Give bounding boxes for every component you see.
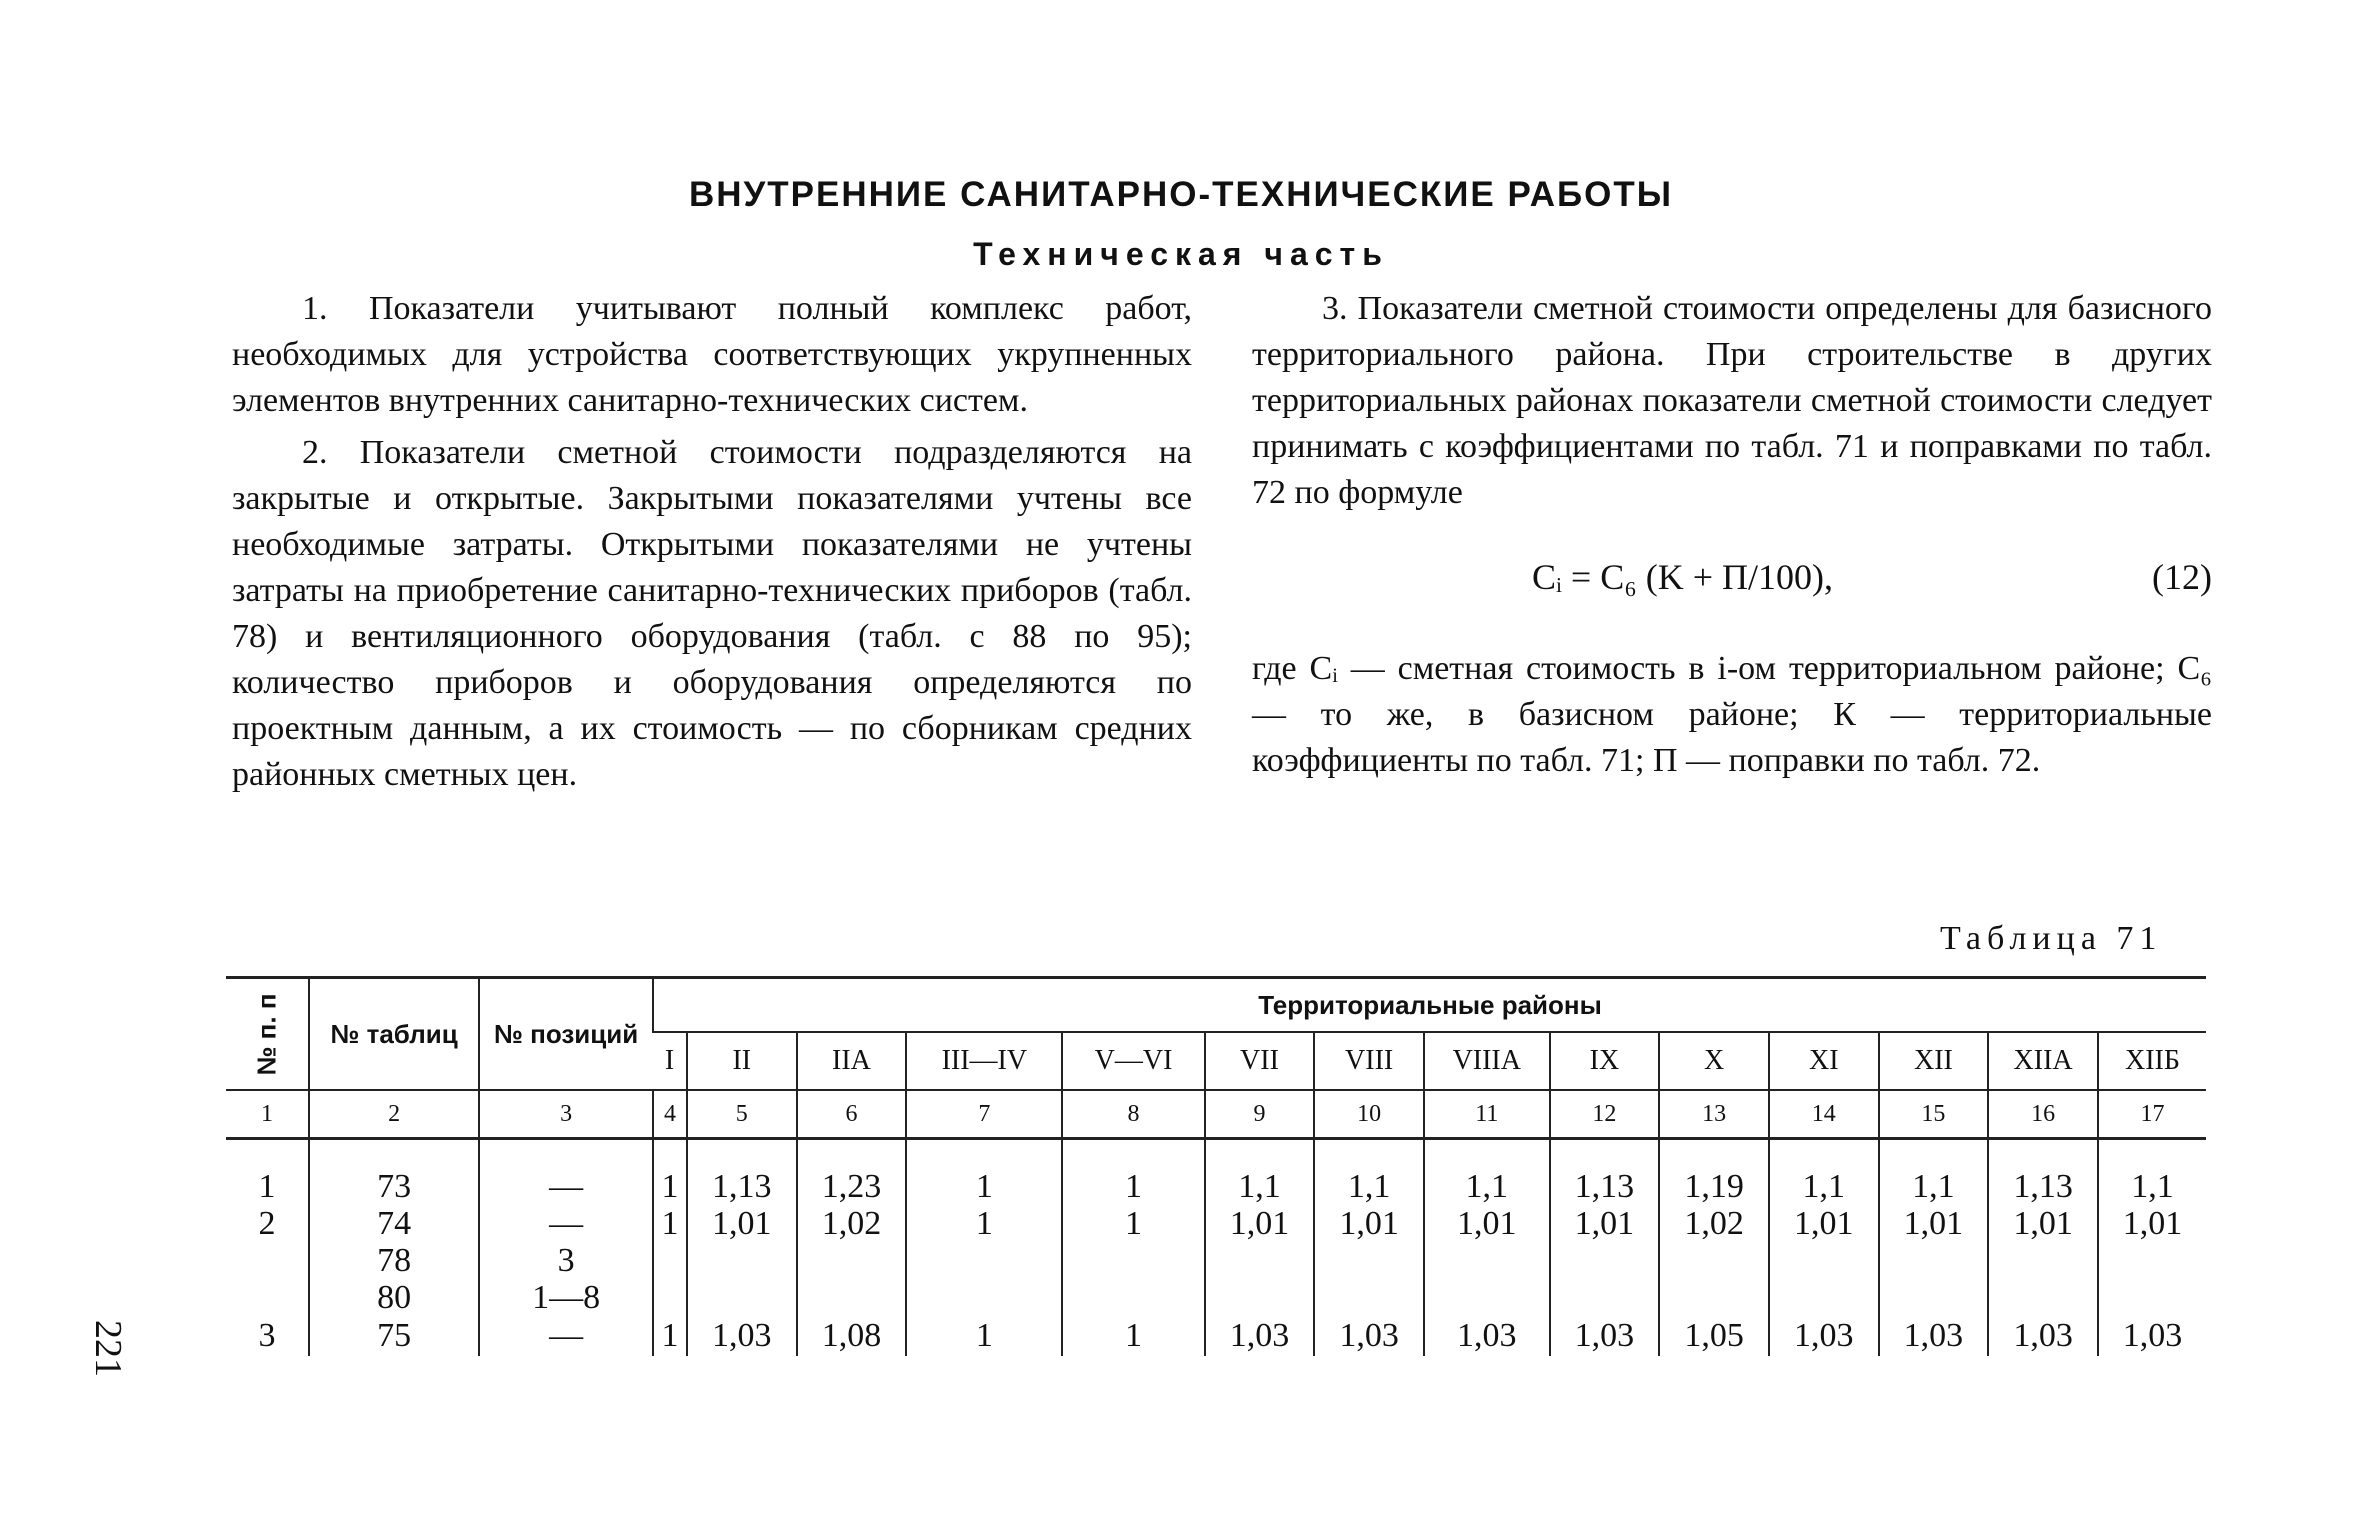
formula-number: (12) bbox=[2152, 557, 2212, 597]
table-cell: 1,03 bbox=[1314, 1316, 1424, 1356]
table-cell bbox=[1205, 1242, 1315, 1279]
column-index: 3 bbox=[479, 1090, 653, 1139]
district-header: II bbox=[687, 1032, 797, 1090]
table-cell: 1,1 bbox=[1424, 1139, 1550, 1206]
table-cell: 1,03 bbox=[1769, 1316, 1879, 1356]
paragraph-1: 1. Показатели учитывают полный комплекс работ, необходимых для устройства соответствующих укрупненных элементов внутренних санитарно-технических систем. bbox=[232, 290, 1192, 419]
table-cell: 1—8 bbox=[479, 1279, 653, 1316]
column-index: 1 bbox=[226, 1090, 309, 1139]
table-cell bbox=[2098, 1279, 2206, 1316]
table-cell: 1 bbox=[1062, 1205, 1204, 1242]
header-row-no: № п. п bbox=[226, 978, 309, 1091]
column-index: 16 bbox=[1988, 1090, 2098, 1139]
table-cell: 74 bbox=[309, 1205, 479, 1242]
table-cell bbox=[1769, 1242, 1879, 1279]
table-cell: 1,03 bbox=[2098, 1316, 2206, 1356]
table-cell: 1 bbox=[1062, 1139, 1204, 1206]
table-cell: 1,01 bbox=[1769, 1205, 1879, 1242]
table-cell: 1,03 bbox=[1424, 1316, 1550, 1356]
table-cell: — bbox=[479, 1316, 653, 1356]
table-cell bbox=[1879, 1242, 1989, 1279]
table-cell bbox=[1314, 1242, 1424, 1279]
table-caption: Таблица 71 bbox=[1940, 920, 2163, 957]
table-cell: 73 bbox=[309, 1139, 479, 1206]
table-cell: 1 bbox=[653, 1316, 687, 1356]
district-header: XIIA bbox=[1988, 1032, 2098, 1090]
table-cell: 1,1 bbox=[2098, 1139, 2206, 1206]
column-index: 9 bbox=[1205, 1090, 1315, 1139]
table-body bbox=[226, 1139, 2206, 1357]
table-cell: 3 bbox=[258, 1317, 276, 1354]
district-header: VII bbox=[1205, 1032, 1315, 1090]
table-cell bbox=[1205, 1279, 1315, 1316]
table-cell bbox=[1550, 1279, 1660, 1316]
column-index: 2 bbox=[309, 1090, 479, 1139]
table-cell bbox=[653, 1279, 687, 1316]
table-cell bbox=[1062, 1242, 1204, 1279]
left-column bbox=[232, 286, 1192, 804]
table-cell: 1,23 bbox=[797, 1139, 907, 1206]
table-cell: 1 bbox=[906, 1139, 1062, 1206]
table-row bbox=[226, 1279, 2206, 1316]
table-cell: 1,01 bbox=[2098, 1205, 2206, 1242]
table-cell: 1,08 bbox=[797, 1316, 907, 1356]
table-row bbox=[226, 1139, 2206, 1206]
table-header-row bbox=[226, 978, 2206, 1033]
table-cell: — bbox=[479, 1205, 653, 1242]
district-header: X bbox=[1659, 1032, 1769, 1090]
table-cell: 1,19 bbox=[1659, 1139, 1769, 1206]
table-cell bbox=[1879, 1279, 1989, 1316]
table-cell: 78 bbox=[309, 1242, 479, 1279]
table-cell bbox=[906, 1279, 1062, 1316]
table-cell: 75 bbox=[309, 1316, 479, 1356]
table-cell bbox=[906, 1242, 1062, 1279]
table-cell: 1 bbox=[258, 1167, 276, 1205]
table-cell bbox=[1988, 1279, 2098, 1316]
table-row bbox=[226, 1242, 2206, 1279]
table-cell: 1,02 bbox=[797, 1205, 907, 1242]
table-cell: 3 bbox=[479, 1242, 653, 1279]
table-cell: 1,01 bbox=[1314, 1205, 1424, 1242]
table-cell bbox=[1424, 1242, 1550, 1279]
table-cell bbox=[653, 1242, 687, 1279]
table-cell bbox=[1659, 1242, 1769, 1279]
table-cell: 1,05 bbox=[1659, 1316, 1769, 1356]
column-index: 17 bbox=[2098, 1090, 2206, 1139]
table-cell: 1,01 bbox=[1879, 1205, 1989, 1242]
table-cell bbox=[2098, 1242, 2206, 1279]
formula-row bbox=[1252, 554, 2212, 616]
table-cell: 1,1 bbox=[1879, 1139, 1989, 1206]
table-cell: 1,01 bbox=[1205, 1205, 1315, 1242]
table-cell bbox=[1062, 1279, 1204, 1316]
table-cell: 1,1 bbox=[1314, 1139, 1424, 1206]
coefficients-table bbox=[226, 976, 2206, 1356]
table-cell bbox=[687, 1242, 797, 1279]
table-row bbox=[226, 1205, 2206, 1242]
table-cell: 80 bbox=[309, 1279, 479, 1316]
table-cell: 1,01 bbox=[1424, 1205, 1550, 1242]
table-cell bbox=[1988, 1242, 2098, 1279]
column-index: 8 bbox=[1062, 1090, 1204, 1139]
district-header: IIA bbox=[797, 1032, 907, 1090]
table-cell: 1,01 bbox=[1550, 1205, 1660, 1242]
table-cell: 1,01 bbox=[687, 1205, 797, 1242]
table-cell: 1,01 bbox=[1988, 1205, 2098, 1242]
table-cell bbox=[226, 1279, 309, 1316]
table-cell: 1,13 bbox=[1988, 1139, 2098, 1206]
header-districts: Территориальные районы bbox=[653, 978, 2206, 1033]
table-cell: 1,03 bbox=[1205, 1316, 1315, 1356]
table-cell: 1 bbox=[906, 1316, 1062, 1356]
column-index: 4 bbox=[653, 1090, 687, 1139]
district-header: XII bbox=[1879, 1032, 1989, 1090]
table-cell: 1,1 bbox=[1769, 1139, 1879, 1206]
district-header: I bbox=[653, 1032, 687, 1090]
section-title: ВНУТРЕННИЕ САНИТАРНО-ТЕХНИЧЕСКИЕ РАБОТЫ bbox=[688, 175, 1674, 214]
table-cell bbox=[1550, 1242, 1660, 1279]
column-index: 6 bbox=[797, 1090, 907, 1139]
table-cell bbox=[1424, 1279, 1550, 1316]
column-index: 11 bbox=[1424, 1090, 1550, 1139]
table-cell bbox=[226, 1242, 309, 1279]
paragraph-3: 3. Показатели сметной стоимости определены для базисного территориального района. При строительстве в других территориальных районах показатели сметной стоимости следует принимать с коэффициентами по табл. 71 и поправками по табл. 72 по формуле bbox=[1252, 290, 2212, 511]
column-index: 12 bbox=[1550, 1090, 1660, 1139]
column-index: 10 bbox=[1314, 1090, 1424, 1139]
table-cell: 2 bbox=[258, 1204, 276, 1242]
district-header: VIII bbox=[1314, 1032, 1424, 1090]
table-cell: 1,13 bbox=[687, 1139, 797, 1206]
table-cell bbox=[1659, 1279, 1769, 1316]
table-cell: 1 bbox=[1062, 1316, 1204, 1356]
table-cell bbox=[797, 1242, 907, 1279]
table-row bbox=[226, 1316, 2206, 1356]
section-subtitle: Техническая часть bbox=[973, 236, 1389, 272]
table-cell: 1,03 bbox=[687, 1316, 797, 1356]
page-number: 221 bbox=[87, 1320, 129, 1377]
table-cell bbox=[1314, 1279, 1424, 1316]
district-header: III—IV bbox=[906, 1032, 1062, 1090]
table-cell bbox=[797, 1279, 907, 1316]
column-index: 5 bbox=[687, 1090, 797, 1139]
table-cell: 1,13 bbox=[1550, 1139, 1660, 1206]
table-cell: 1,02 bbox=[1659, 1205, 1769, 1242]
table-cell: 1 bbox=[653, 1205, 687, 1242]
header-table-no: № таблиц bbox=[309, 978, 479, 1091]
column-index: 7 bbox=[906, 1090, 1062, 1139]
table-cell: 1,03 bbox=[1550, 1316, 1660, 1356]
paragraph-4: где Cᵢ — сметная стоимость в i-ом территориальном районе; C₆ — то же, в базисном районе; К — территориальные коэффициенты по табл. 71; П — поправки по табл. 72. bbox=[1252, 650, 2212, 779]
paragraph-2: 2. Показатели сметной стоимости подразделяются на закрытые и открытые. Закрытыми показателями учтены все необходимые затраты. Открытыми показателями не учтены затраты на приобретение санитарно-технических приборов (табл. 78) и вентиляционного оборудования (табл. с 88 по 95); количество приборов и оборудования определяются по проектным данным, а их стоимость — по сборникам средних районных сметных цен. bbox=[232, 434, 1192, 793]
column-index: 15 bbox=[1879, 1090, 1989, 1139]
table-cell: — bbox=[479, 1139, 653, 1206]
column-index: 14 bbox=[1769, 1090, 1879, 1139]
table-cell: 1,03 bbox=[1988, 1316, 2098, 1356]
district-header: XIIБ bbox=[2098, 1032, 2206, 1090]
table-cell: 1 bbox=[906, 1205, 1062, 1242]
district-header: V—VI bbox=[1062, 1032, 1204, 1090]
table-index-row bbox=[226, 1090, 2206, 1139]
header-position-no: № позиций bbox=[479, 978, 653, 1091]
district-header: IX bbox=[1550, 1032, 1660, 1090]
table-cell bbox=[687, 1279, 797, 1316]
table-cell: 1,1 bbox=[1205, 1139, 1315, 1206]
district-header: XI bbox=[1769, 1032, 1879, 1090]
district-header: VIIIA bbox=[1424, 1032, 1550, 1090]
formula: Cᵢ = C₆ (K + П/100), bbox=[1532, 557, 1834, 597]
table-cell: 1,03 bbox=[1879, 1316, 1989, 1356]
table-cell: 1 bbox=[653, 1139, 687, 1206]
right-column bbox=[1252, 286, 2212, 784]
column-index: 13 bbox=[1659, 1090, 1769, 1139]
table-cell bbox=[1769, 1279, 1879, 1316]
